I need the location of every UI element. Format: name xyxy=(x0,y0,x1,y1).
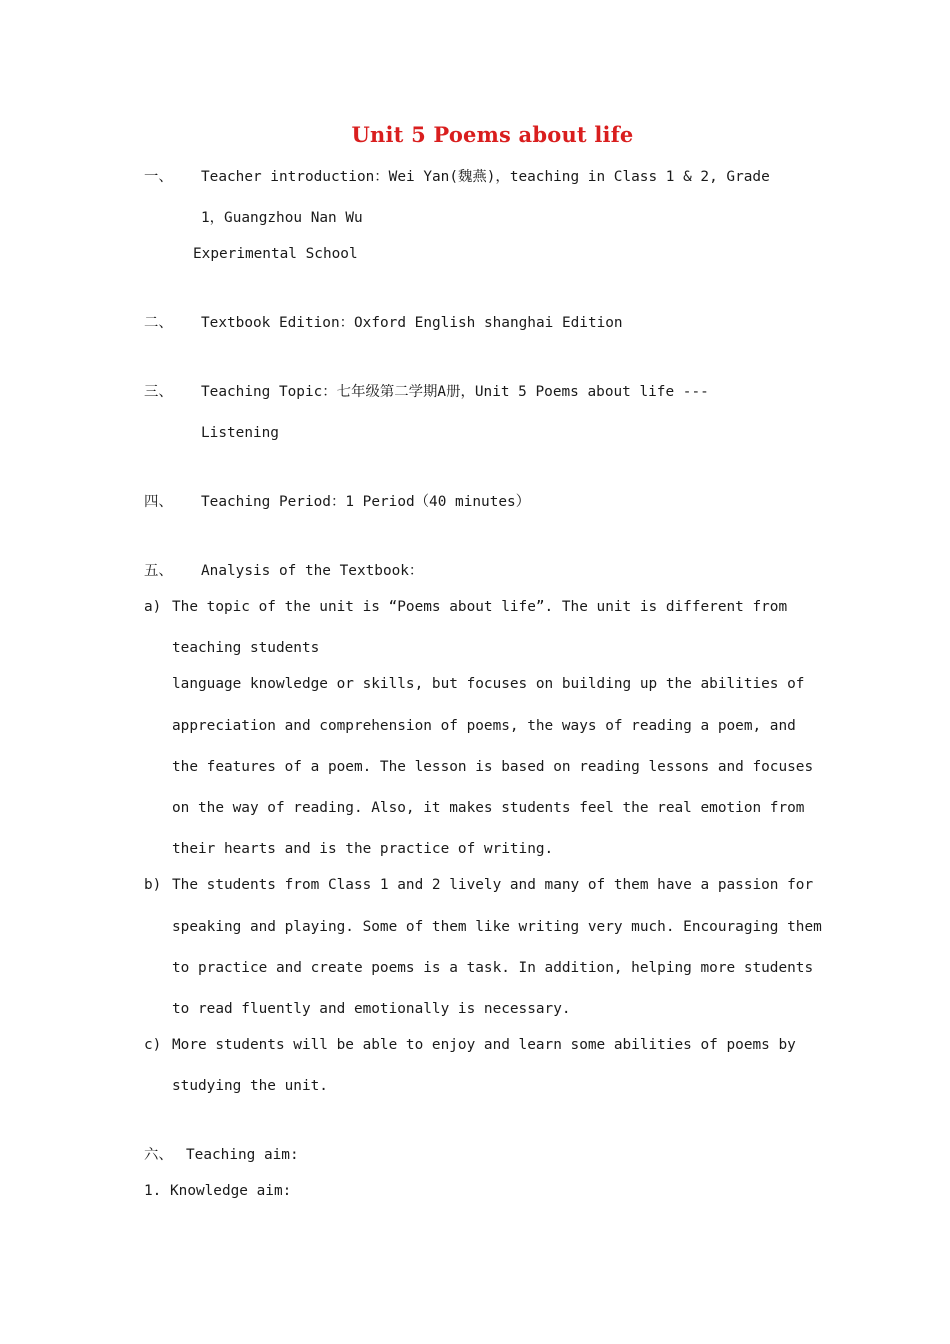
section-3-number: 三、 xyxy=(144,384,173,400)
section-6-line-1: Teaching aim: xyxy=(186,1147,299,1163)
section-5-number: 五、 xyxy=(144,563,173,579)
item-b-line-1: The students from Class 1 and 2 lively and many of them have a passion for xyxy=(172,877,814,893)
section-1-line-3: Experimental School xyxy=(193,246,358,262)
section-5-line-1: Analysis of the Textbook： xyxy=(201,563,424,579)
item-c-line-2: studying the unit. xyxy=(172,1078,328,1094)
item-c-marker: c) xyxy=(144,1037,162,1053)
section-3-line-2: Listening xyxy=(201,425,279,441)
item-b-line-4: to read fluently and emotionally is necessary. xyxy=(172,1001,571,1017)
item-a-line-4: appreciation and comprehension of poems, the ways of reading a poem, and xyxy=(172,718,796,734)
document-title: Unit 5 Poems about life xyxy=(351,122,634,147)
section-1-line-2: 1，Guangzhou Nan Wu xyxy=(201,210,363,226)
item-b-line-2: speaking and playing. Some of them like writing very much. Encouraging them xyxy=(172,919,822,935)
section-6-subheading: 1. Knowledge aim: xyxy=(144,1183,292,1199)
item-b-marker: b) xyxy=(144,877,162,893)
section-1-number: 一、 xyxy=(144,169,173,185)
section-3-line-1: Teaching Topic：七年级第二学期A册，Unit 5 Poems about life --- xyxy=(201,384,709,400)
section-4-line-1: Teaching Period：1 Period（40 minutes） xyxy=(201,494,531,510)
section-6-number: 六、 xyxy=(144,1147,173,1163)
item-c-line-1: More students will be able to enjoy and learn some abilities of poems by xyxy=(172,1037,796,1053)
section-4-number: 四、 xyxy=(144,494,173,510)
section-2-number: 二、 xyxy=(144,315,173,331)
item-a-line-2: teaching students xyxy=(172,640,320,656)
item-a-line-1: The topic of the unit is “Poems about life”. The unit is different from xyxy=(172,599,788,615)
section-2-line-1: Textbook Edition：Oxford English shanghai Edition xyxy=(201,315,623,331)
item-a-line-6: on the way of reading. Also, it makes students feel the real emotion from xyxy=(172,800,805,816)
item-a-line-7: their hearts and is the practice of writing. xyxy=(172,841,554,857)
item-a-line-3: language knowledge or skills, but focuses on building up the abilities of xyxy=(172,676,805,692)
section-1-line-1: Teacher introduction：Wei Yan(魏燕)，teaching in Class 1 & 2, Grade xyxy=(201,169,770,185)
item-a-line-5: the features of a poem. The lesson is based on reading lessons and focuses xyxy=(172,759,814,775)
item-b-line-3: to practice and create poems is a task. In addition, helping more students xyxy=(172,960,814,976)
item-a-marker: a) xyxy=(144,599,162,615)
